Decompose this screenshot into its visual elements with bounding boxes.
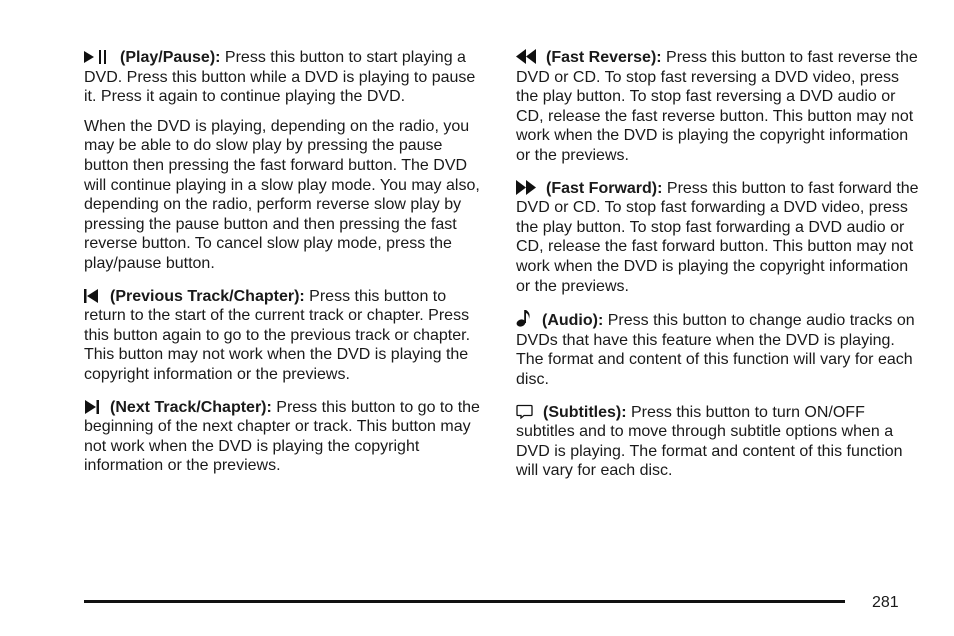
next-track-term: (Next Track/Chapter):	[110, 398, 272, 416]
previous-track-term: (Previous Track/Chapter):	[110, 287, 305, 305]
page-number: 281	[872, 594, 899, 611]
audio-term: (Audio):	[542, 312, 604, 330]
fast-forward-paragraph	[516, 179, 922, 297]
play-pause-text: Press this button to start playing a DVD. Press this button while a DVD is playing to pause it. Press it again to continue playing the DVD.	[84, 49, 476, 106]
play-pause-icon	[84, 50, 110, 64]
subtitles-paragraph	[516, 403, 922, 481]
next-track-icon	[84, 400, 100, 414]
fast-reverse-text: Press this button to fast reverse the DVD or CD. To stop fast reversing a DVD video, press the play button. To stop fast reversing a DVD audio or CD, release the fast reverse button. This button may not work when the DVD is playing the copyright information or the previews.	[516, 49, 918, 164]
left-column	[84, 48, 490, 486]
audio-text: Press this button to change audio tracks on DVDs that have this feature when the DVD is playing. The format and content of this function will vary for each disc.	[516, 312, 915, 388]
subtitles-text: Press this button to turn ON/OFF subtitles and to move through subtitle options when a DVD is playing. The format and content of this function will vary for each disc.	[516, 403, 903, 480]
fast-forward-text: Press this button to fast forward the DVD or CD. To stop fast forwarding a DVD video, press the play button. To stop fast forwarding a DVD audio or CD, release the fast forward button. This button may not work when the DVD is playing the copyright information or the previews.	[516, 179, 919, 295]
previous-track-icon	[84, 289, 100, 303]
footer-rule	[84, 600, 845, 603]
fast-forward-icon	[516, 180, 536, 195]
next-track-text: Press this button to go to the beginning of the next chapter or track. This button may not work when the DVD is playing the copyright information or the previews.	[84, 398, 480, 475]
right-column	[516, 48, 922, 491]
music-note-icon	[516, 309, 532, 327]
subtitles-icon	[516, 404, 533, 419]
fast-reverse-icon	[516, 49, 536, 64]
fast-forward-term: (Fast Forward):	[546, 179, 663, 197]
previous-track-text: Press this button to return to the start of the current track or chapter. Press this button again to go to the previous track or chapter. This button may not work when the DVD is playing the copyright information or the previews.	[84, 287, 471, 383]
next-track-paragraph	[84, 398, 490, 476]
play-pause-term: (Play/Pause):	[120, 49, 221, 66]
audio-paragraph	[516, 309, 922, 389]
slow-play-paragraph: When the DVD is playing, depending on the radio, you may be able to do slow play by pressing the pause button then pressing the fast forward button. The DVD will continue playing in a slow play mode. You may also, depending on the radio, perform reverse slow play by pressing the pause button and then pressing the fast reverse button. To cancel slow play mode, press the play/pause button.	[84, 117, 480, 272]
subtitles-term: (Subtitles):	[543, 403, 627, 421]
fast-reverse-term: (Fast Reverse):	[546, 49, 662, 66]
fast-reverse-paragraph	[516, 48, 922, 166]
previous-track-paragraph	[84, 287, 490, 385]
play-pause-paragraph	[84, 48, 490, 107]
